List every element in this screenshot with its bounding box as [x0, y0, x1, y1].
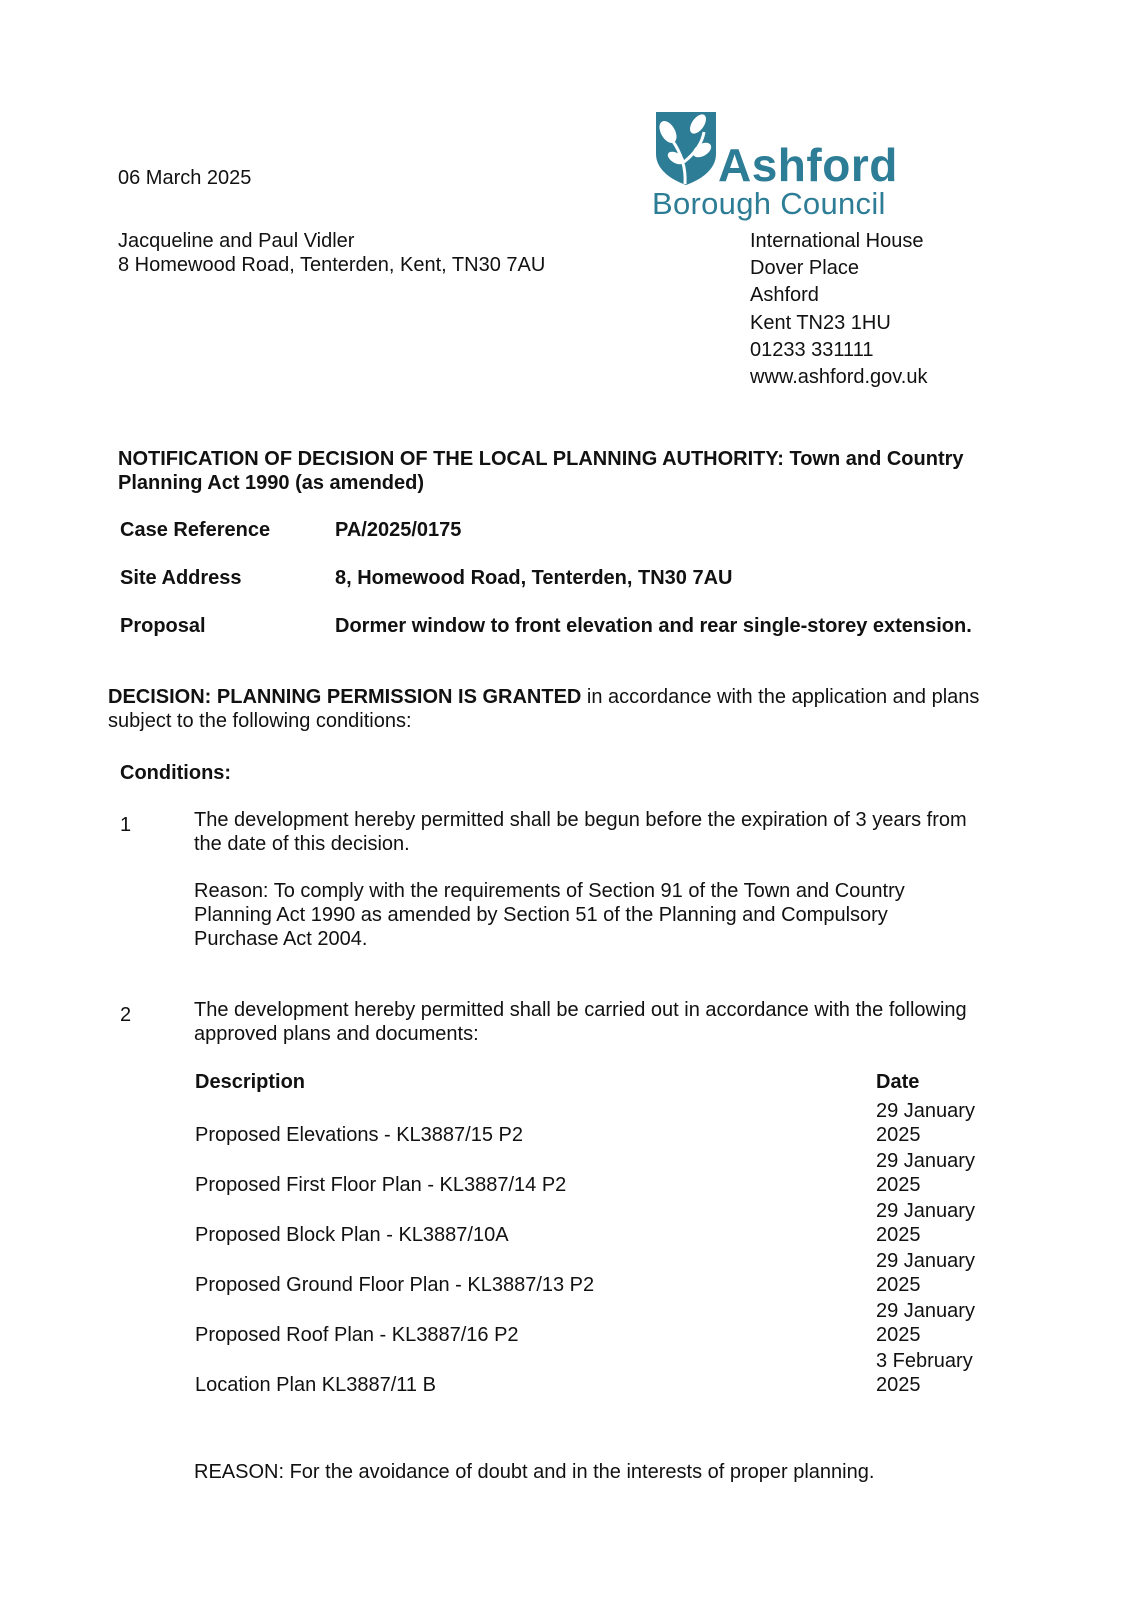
condition-reason-line: Reason: To comply with the requirements of Section 91 of the Town and Country [194, 880, 905, 902]
logo-subtitle: Borough Council [652, 186, 886, 221]
conditions-heading: Conditions: [120, 762, 232, 784]
case-reference-label: Case Reference [120, 519, 271, 541]
condition-number: 2 [120, 1004, 132, 1026]
plan-date: 29 January 2025 [876, 1300, 975, 1346]
condition-reason-line: Purchase Act 2004. [194, 928, 368, 950]
site-address-value: 8, Homewood Road, Tenterden, TN30 7AU [335, 567, 733, 589]
plans-header-description: Description [195, 1071, 306, 1093]
condition-text-line: The development hereby permitted shall be begun before the expiration of 3 years from [194, 809, 967, 831]
council-website: www.ashford.gov.uk [750, 366, 928, 389]
plan-date: 3 February 2025 [876, 1350, 973, 1396]
plans-header-date: Date [876, 1071, 920, 1093]
logo-wordmark: Ashford [718, 139, 898, 191]
plan-date: 29 January 2025 [876, 1250, 975, 1296]
site-address-label: Site Address [120, 567, 242, 589]
proposal-value: Dormer window to front elevation and rear single-storey extension. [335, 615, 972, 637]
council-address-line: 01233 331111 [750, 338, 874, 361]
decision-bold: DECISION: PLANNING PERMISSION IS GRANTED [108, 686, 582, 708]
plan-date: 29 January 2025 [876, 1200, 975, 1246]
plan-description: Proposed First Floor Plan - KL3887/14 P2 [195, 1174, 567, 1196]
plan-description: Location Plan KL3887/11 B [195, 1374, 436, 1396]
council-address-line: International House [750, 230, 924, 252]
council-address-line: Dover Place [750, 257, 859, 280]
council-shield-icon [654, 110, 718, 186]
council-address [750, 228, 928, 391]
plan-description: Proposed Roof Plan - KL3887/16 P2 [195, 1324, 519, 1346]
plan-description: Proposed Elevations - KL3887/15 P2 [195, 1124, 523, 1146]
decision-rest: in accordance with the application and plans [581, 686, 980, 708]
notice-title-line: NOTIFICATION OF DECISION OF THE LOCAL PLANNING AUTHORITY: Town and Country [118, 448, 964, 470]
letter-date: 06 March 2025 [118, 167, 252, 189]
council-address-line: Ashford [750, 284, 819, 307]
condition-text-line: the date of this decision. [194, 833, 410, 855]
condition-number: 1 [120, 814, 132, 836]
ashford-logo [652, 110, 898, 222]
condition-reason-line: REASON: For the avoidance of doubt and in the interests of proper planning. [194, 1461, 875, 1483]
plan-date: 29 January 2025 [876, 1100, 975, 1146]
recipient-address: 8 Homewood Road, Tenterden, Kent, TN30 7AU [118, 254, 546, 276]
condition-text-line: approved plans and documents: [194, 1023, 479, 1045]
council-address-line: Kent TN23 1HU [750, 311, 891, 334]
proposal-label: Proposal [120, 615, 206, 637]
decision-statement [108, 685, 979, 709]
plan-description: Proposed Block Plan - KL3887/10A [195, 1224, 509, 1246]
condition-text-line: The development hereby permitted shall be carried out in accordance with the following [194, 999, 967, 1021]
decision-line-2: subject to the following conditions: [108, 710, 412, 732]
plan-description: Proposed Ground Floor Plan - KL3887/13 P2 [195, 1274, 595, 1296]
notice-title-line: Planning Act 1990 (as amended) [118, 472, 425, 494]
recipient-names: Jacqueline and Paul Vidler [118, 230, 355, 252]
condition-reason-line: Planning Act 1990 as amended by Section 51 of the Planning and Compulsory [194, 904, 888, 926]
plan-date: 29 January 2025 [876, 1150, 975, 1196]
case-reference-value: PA/2025/0175 [335, 519, 462, 541]
